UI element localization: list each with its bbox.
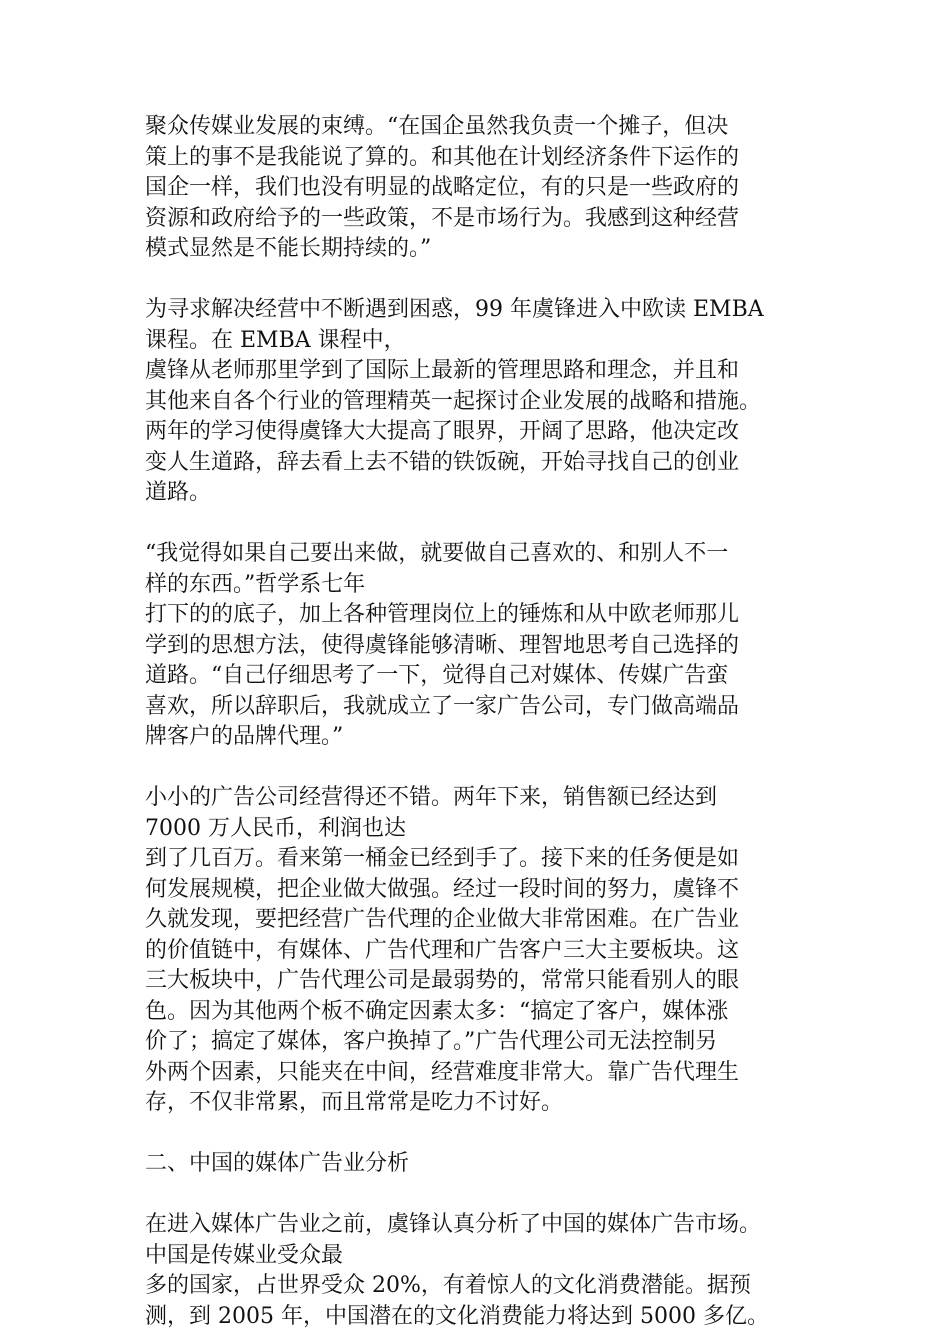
- text-line: 在进入媒体广告业之前，虞锋认真分析了中国的媒体广告市场。: [145, 1212, 762, 1237]
- text-line: 聚众传媒业发展的束缚。“在国企虽然我负责一个摊子，但决: [145, 114, 729, 139]
- text-line: 测，到 2005 年，中国潜在的文化消费能力将达到 5000 多亿。: [145, 1303, 769, 1329]
- text-line: 打下的的底子，加上各种管理岗位上的锤炼和从中欧老师那儿: [145, 602, 740, 627]
- text-line: 小小的广告公司经营得还不错。两年下来，销售额已经达到: [145, 785, 718, 810]
- text-line: 道路。“自己仔细思考了一下，觉得自己对媒体、传媒广告蛮: [145, 663, 729, 688]
- text-line: 的价值链中，有媒体、广告代理和广告客户三大主要板块。这: [145, 937, 740, 963]
- paragraph-spacer: [145, 1180, 825, 1211]
- text-line: 外两个因素，只能夹在中间，经营难度非常大。靠广告代理生: [145, 1059, 740, 1085]
- text-line: 中国是传媒业受众最: [145, 1242, 344, 1268]
- text-line: 资源和政府给予的一些政策，不是市场行为。我感到这种经营: [145, 205, 740, 231]
- text-line: 课程。在 EMBA 课程中，: [145, 327, 406, 353]
- text-line: 到了几百万。看来第一桶金已经到手了。接下来的任务便是如: [145, 846, 740, 871]
- paragraph-spacer: [145, 753, 825, 784]
- document-body: [145, 112, 825, 1332]
- paragraph-1: [145, 112, 825, 265]
- text-line: 学到的思想方法，使得虞锋能够清晰、理智地思考自己选择的: [145, 632, 740, 658]
- text-line: 存，不仅非常累，而且常常是吃力不讨好。: [145, 1090, 564, 1115]
- text-line: 变人生道路，辞去看上去不错的铁饭碗，开始寻找自己的创业: [145, 449, 740, 475]
- paragraph-2: [145, 295, 825, 509]
- section-heading: 二、中国的媒体广告业分析: [145, 1151, 410, 1176]
- text-line: 为寻求解决经营中不断遇到困惑，99 年虞锋进入中欧读 EMBA: [145, 297, 764, 322]
- text-line: 样的东西。”哲学系七年: [145, 571, 366, 597]
- paragraph-spacer: [145, 1119, 825, 1150]
- text-line: 喜欢，所以辞职后，我就成立了一家广告公司，专门做高端品: [145, 693, 740, 719]
- text-line: “我觉得如果自己要出来做，就要做自己喜欢的、和别人不一: [145, 541, 729, 566]
- text-line: 牌客户的品牌代理。”: [145, 724, 344, 749]
- text-line: 国企一样，我们也没有明显的战略定位，有的只是一些政府的: [145, 175, 740, 200]
- text-line: 多的国家，占世界受众 20%，有着惊人的文化消费潜能。据预: [145, 1273, 751, 1298]
- text-line: 7000 万人民币，利润也达: [145, 815, 406, 841]
- text-line: 模式显然是不能长期持续的。”: [145, 236, 432, 261]
- text-line: 两年的学习使得虞锋大大提高了眼界，开阔了思路，他决定改: [145, 419, 740, 444]
- text-line: 策上的事不是我能说了算的。和其他在计划经济条件下运作的: [145, 144, 740, 170]
- paragraph-4: [145, 783, 825, 1119]
- paragraph-spacer: [145, 265, 825, 296]
- paragraph-3: [145, 539, 825, 753]
- text-line: 久就发现，要把经营广告代理的企业做大非常困难。在广告业: [145, 907, 740, 932]
- text-line: 道路。: [145, 480, 212, 505]
- text-line: 价了；搞定了媒体，客户换掉了。”广告代理公司无法控制另: [145, 1029, 718, 1054]
- text-line: 虞锋从老师那里学到了国际上最新的管理思路和理念，并且和: [145, 358, 740, 383]
- text-line: 其他来自各个行业的管理精英一起探讨企业发展的战略和措施。: [145, 388, 762, 414]
- paragraph-5: [145, 1210, 825, 1332]
- text-line: 色。因为其他两个板不确定因素太多：“搞定了客户，媒体涨: [145, 998, 729, 1024]
- paragraph-spacer: [145, 509, 825, 540]
- text-line: 三大板块中，广告代理公司是最弱势的，常常只能看别人的眼: [145, 968, 740, 993]
- text-line: 何发展规模，把企业做大做强。经过一段时间的努力，虞锋不: [145, 876, 740, 902]
